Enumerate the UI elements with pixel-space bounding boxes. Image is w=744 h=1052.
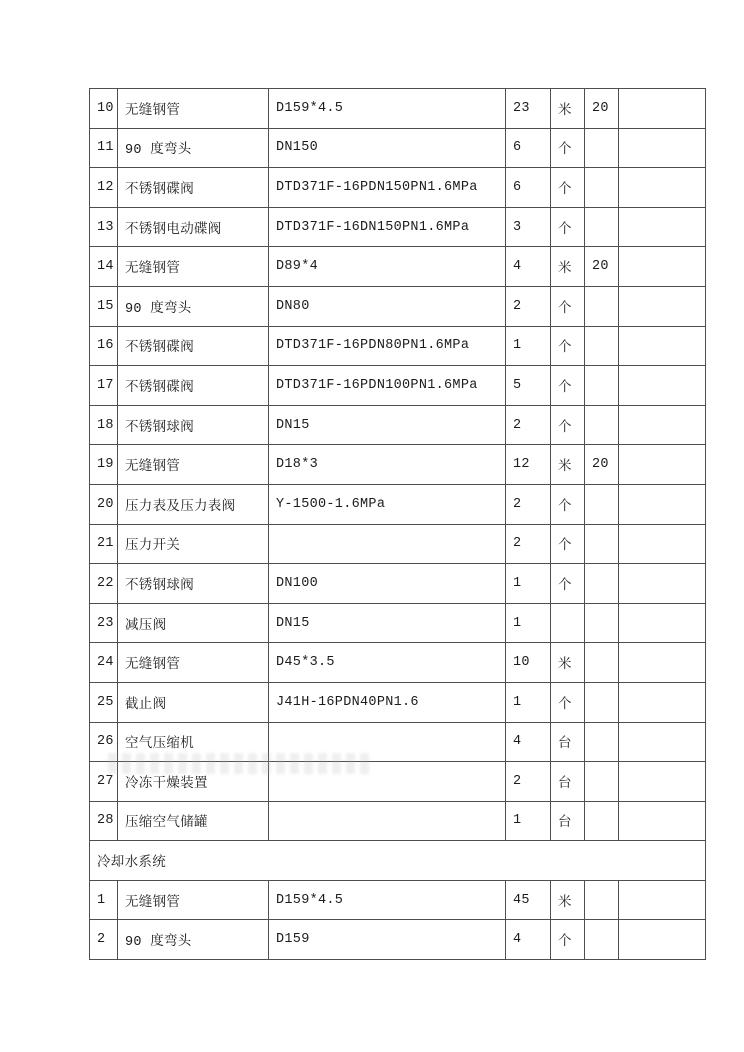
cell-unit: 米 bbox=[551, 643, 585, 683]
table-row bbox=[90, 524, 706, 564]
cell-spec: DTD371F-16PDN80PN1.6MPa bbox=[269, 326, 506, 366]
cell-name: 不锈钢球阀 bbox=[118, 405, 269, 445]
cell-no: 27 bbox=[90, 762, 118, 802]
cell-extra bbox=[619, 445, 706, 485]
cell-unit: 个 bbox=[551, 682, 585, 722]
cell-unit bbox=[551, 603, 585, 643]
cell-extra bbox=[619, 168, 706, 208]
table-row bbox=[90, 603, 706, 643]
section-row bbox=[90, 841, 706, 881]
cell-spec: D159*4.5 bbox=[269, 89, 506, 129]
cell-unit: 个 bbox=[551, 128, 585, 168]
cell-note bbox=[585, 207, 619, 247]
table-row bbox=[90, 207, 706, 247]
cell-note bbox=[585, 524, 619, 564]
cell-no: 20 bbox=[90, 484, 118, 524]
cell-qty: 1 bbox=[506, 801, 551, 841]
table-row bbox=[90, 247, 706, 287]
section-title: 冷却水系统 bbox=[90, 841, 706, 881]
cell-spec: DTD371F-16DN150PN1.6MPa bbox=[269, 207, 506, 247]
cell-qty: 4 bbox=[506, 247, 551, 287]
cell-extra bbox=[619, 247, 706, 287]
materials-table-body bbox=[90, 89, 706, 960]
table-row bbox=[90, 286, 706, 326]
cell-unit: 米 bbox=[551, 89, 585, 129]
cell-unit: 个 bbox=[551, 524, 585, 564]
cell-no: 14 bbox=[90, 247, 118, 287]
table-row bbox=[90, 682, 706, 722]
cell-note bbox=[585, 484, 619, 524]
cell-note bbox=[585, 326, 619, 366]
cell-extra bbox=[619, 89, 706, 129]
cell-unit: 个 bbox=[551, 920, 585, 960]
cell-note: 20 bbox=[585, 247, 619, 287]
cell-no: 13 bbox=[90, 207, 118, 247]
cell-spec: D18*3 bbox=[269, 445, 506, 485]
cell-name: 不锈钢球阀 bbox=[118, 564, 269, 604]
table-row bbox=[90, 484, 706, 524]
cell-name: 减压阀 bbox=[118, 603, 269, 643]
cell-note bbox=[585, 682, 619, 722]
cell-no: 26 bbox=[90, 722, 118, 762]
cell-qty: 12 bbox=[506, 445, 551, 485]
cell-extra bbox=[619, 801, 706, 841]
cell-no: 23 bbox=[90, 603, 118, 643]
cell-extra bbox=[619, 524, 706, 564]
cell-name: 压力表及压力表阀 bbox=[118, 484, 269, 524]
cell-qty: 2 bbox=[506, 484, 551, 524]
cell-qty: 5 bbox=[506, 366, 551, 406]
cell-qty: 2 bbox=[506, 524, 551, 564]
cell-note: 20 bbox=[585, 89, 619, 129]
cell-qty: 6 bbox=[506, 168, 551, 208]
cell-note bbox=[585, 722, 619, 762]
cell-extra bbox=[619, 880, 706, 920]
cell-no: 12 bbox=[90, 168, 118, 208]
cell-extra bbox=[619, 564, 706, 604]
cell-qty: 2 bbox=[506, 762, 551, 802]
cell-qty: 4 bbox=[506, 722, 551, 762]
cell-extra bbox=[619, 405, 706, 445]
cell-extra bbox=[619, 286, 706, 326]
cell-no: 21 bbox=[90, 524, 118, 564]
cell-name: 无缝钢管 bbox=[118, 89, 269, 129]
cell-name: 无缝钢管 bbox=[118, 880, 269, 920]
cell-note bbox=[585, 603, 619, 643]
cell-name: 无缝钢管 bbox=[118, 445, 269, 485]
cell-qty: 2 bbox=[506, 286, 551, 326]
cell-qty: 6 bbox=[506, 128, 551, 168]
cell-name: 不锈钢碟阀 bbox=[118, 326, 269, 366]
cell-extra bbox=[619, 643, 706, 683]
cell-note bbox=[585, 128, 619, 168]
cell-spec: DN15 bbox=[269, 603, 506, 643]
table-row bbox=[90, 168, 706, 208]
cell-no: 15 bbox=[90, 286, 118, 326]
cell-no: 24 bbox=[90, 643, 118, 683]
cell-unit: 个 bbox=[551, 484, 585, 524]
cell-extra bbox=[619, 366, 706, 406]
cell-name: 不锈钢碟阀 bbox=[118, 366, 269, 406]
cell-unit: 台 bbox=[551, 762, 585, 802]
cell-qty: 1 bbox=[506, 326, 551, 366]
cell-qty: 45 bbox=[506, 880, 551, 920]
cell-spec: DN15 bbox=[269, 405, 506, 445]
cell-spec: DN150 bbox=[269, 128, 506, 168]
cell-qty: 23 bbox=[506, 89, 551, 129]
table-row bbox=[90, 643, 706, 683]
cell-spec bbox=[269, 524, 506, 564]
cell-no: 18 bbox=[90, 405, 118, 445]
cell-qty: 3 bbox=[506, 207, 551, 247]
cell-unit: 个 bbox=[551, 326, 585, 366]
cell-spec bbox=[269, 801, 506, 841]
cell-unit: 个 bbox=[551, 405, 585, 445]
cell-name: 90 度弯头 bbox=[118, 286, 269, 326]
cell-note bbox=[585, 801, 619, 841]
cell-no: 16 bbox=[90, 326, 118, 366]
cell-name: 压缩空气储罐 bbox=[118, 801, 269, 841]
cell-extra bbox=[619, 682, 706, 722]
cell-no: 2 bbox=[90, 920, 118, 960]
cell-name: 无缝钢管 bbox=[118, 247, 269, 287]
cell-spec: J41H-16PDN40PN1.6 bbox=[269, 682, 506, 722]
cell-qty: 1 bbox=[506, 603, 551, 643]
cell-spec: D89*4 bbox=[269, 247, 506, 287]
table-row bbox=[90, 405, 706, 445]
cell-extra bbox=[619, 722, 706, 762]
cell-qty: 1 bbox=[506, 682, 551, 722]
cell-extra bbox=[619, 207, 706, 247]
table-row bbox=[90, 801, 706, 841]
cell-spec: D159 bbox=[269, 920, 506, 960]
cell-spec bbox=[269, 722, 506, 762]
cell-extra bbox=[619, 762, 706, 802]
cell-note bbox=[585, 762, 619, 802]
cell-spec: D159*4.5 bbox=[269, 880, 506, 920]
cell-name: 截止阀 bbox=[118, 682, 269, 722]
cell-extra bbox=[619, 920, 706, 960]
table-row bbox=[90, 445, 706, 485]
cell-unit: 米 bbox=[551, 880, 585, 920]
cell-spec: D45*3.5 bbox=[269, 643, 506, 683]
cell-unit: 个 bbox=[551, 286, 585, 326]
table-row bbox=[90, 326, 706, 366]
cell-unit: 个 bbox=[551, 564, 585, 604]
table-row bbox=[90, 920, 706, 960]
cell-unit: 米 bbox=[551, 445, 585, 485]
cell-name: 90 度弯头 bbox=[118, 128, 269, 168]
cell-note bbox=[585, 880, 619, 920]
cell-note bbox=[585, 564, 619, 604]
cell-name: 不锈钢碟阀 bbox=[118, 168, 269, 208]
table-row bbox=[90, 366, 706, 406]
cell-no: 25 bbox=[90, 682, 118, 722]
cell-extra bbox=[619, 326, 706, 366]
table-row bbox=[90, 762, 706, 802]
materials-table bbox=[89, 88, 706, 960]
cell-extra bbox=[619, 603, 706, 643]
cell-spec: DTD371F-16PDN100PN1.6MPa bbox=[269, 366, 506, 406]
cell-no: 22 bbox=[90, 564, 118, 604]
cell-note bbox=[585, 286, 619, 326]
cell-extra bbox=[619, 484, 706, 524]
cell-unit: 米 bbox=[551, 247, 585, 287]
cell-qty: 4 bbox=[506, 920, 551, 960]
cell-name: 不锈钢电动碟阀 bbox=[118, 207, 269, 247]
cell-unit: 个 bbox=[551, 168, 585, 208]
cell-note bbox=[585, 366, 619, 406]
cell-name: 无缝钢管 bbox=[118, 643, 269, 683]
cell-unit: 台 bbox=[551, 722, 585, 762]
cell-extra bbox=[619, 128, 706, 168]
cell-no: 11 bbox=[90, 128, 118, 168]
cell-no: 10 bbox=[90, 89, 118, 129]
table-row bbox=[90, 880, 706, 920]
cell-note bbox=[585, 920, 619, 960]
cell-note bbox=[585, 405, 619, 445]
cell-unit: 个 bbox=[551, 366, 585, 406]
cell-no: 1 bbox=[90, 880, 118, 920]
cell-spec: DN100 bbox=[269, 564, 506, 604]
cell-note bbox=[585, 643, 619, 683]
cell-spec: Y-1500-1.6MPa bbox=[269, 484, 506, 524]
table-row bbox=[90, 564, 706, 604]
cell-note: 20 bbox=[585, 445, 619, 485]
cell-no: 19 bbox=[90, 445, 118, 485]
cell-unit: 个 bbox=[551, 207, 585, 247]
cell-qty: 2 bbox=[506, 405, 551, 445]
table-row bbox=[90, 722, 706, 762]
cell-name: 90 度弯头 bbox=[118, 920, 269, 960]
cell-name: 压力开关 bbox=[118, 524, 269, 564]
cell-spec: DTD371F-16PDN150PN1.6MPa bbox=[269, 168, 506, 208]
table-row bbox=[90, 89, 706, 129]
cell-note bbox=[585, 168, 619, 208]
cell-spec: DN80 bbox=[269, 286, 506, 326]
cell-name: 冷冻干燥装置 bbox=[118, 762, 269, 802]
cell-name: 空气压缩机 bbox=[118, 722, 269, 762]
cell-qty: 1 bbox=[506, 564, 551, 604]
table-row bbox=[90, 128, 706, 168]
cell-unit: 台 bbox=[551, 801, 585, 841]
cell-qty: 10 bbox=[506, 643, 551, 683]
cell-spec bbox=[269, 762, 506, 802]
cell-no: 17 bbox=[90, 366, 118, 406]
cell-no: 28 bbox=[90, 801, 118, 841]
